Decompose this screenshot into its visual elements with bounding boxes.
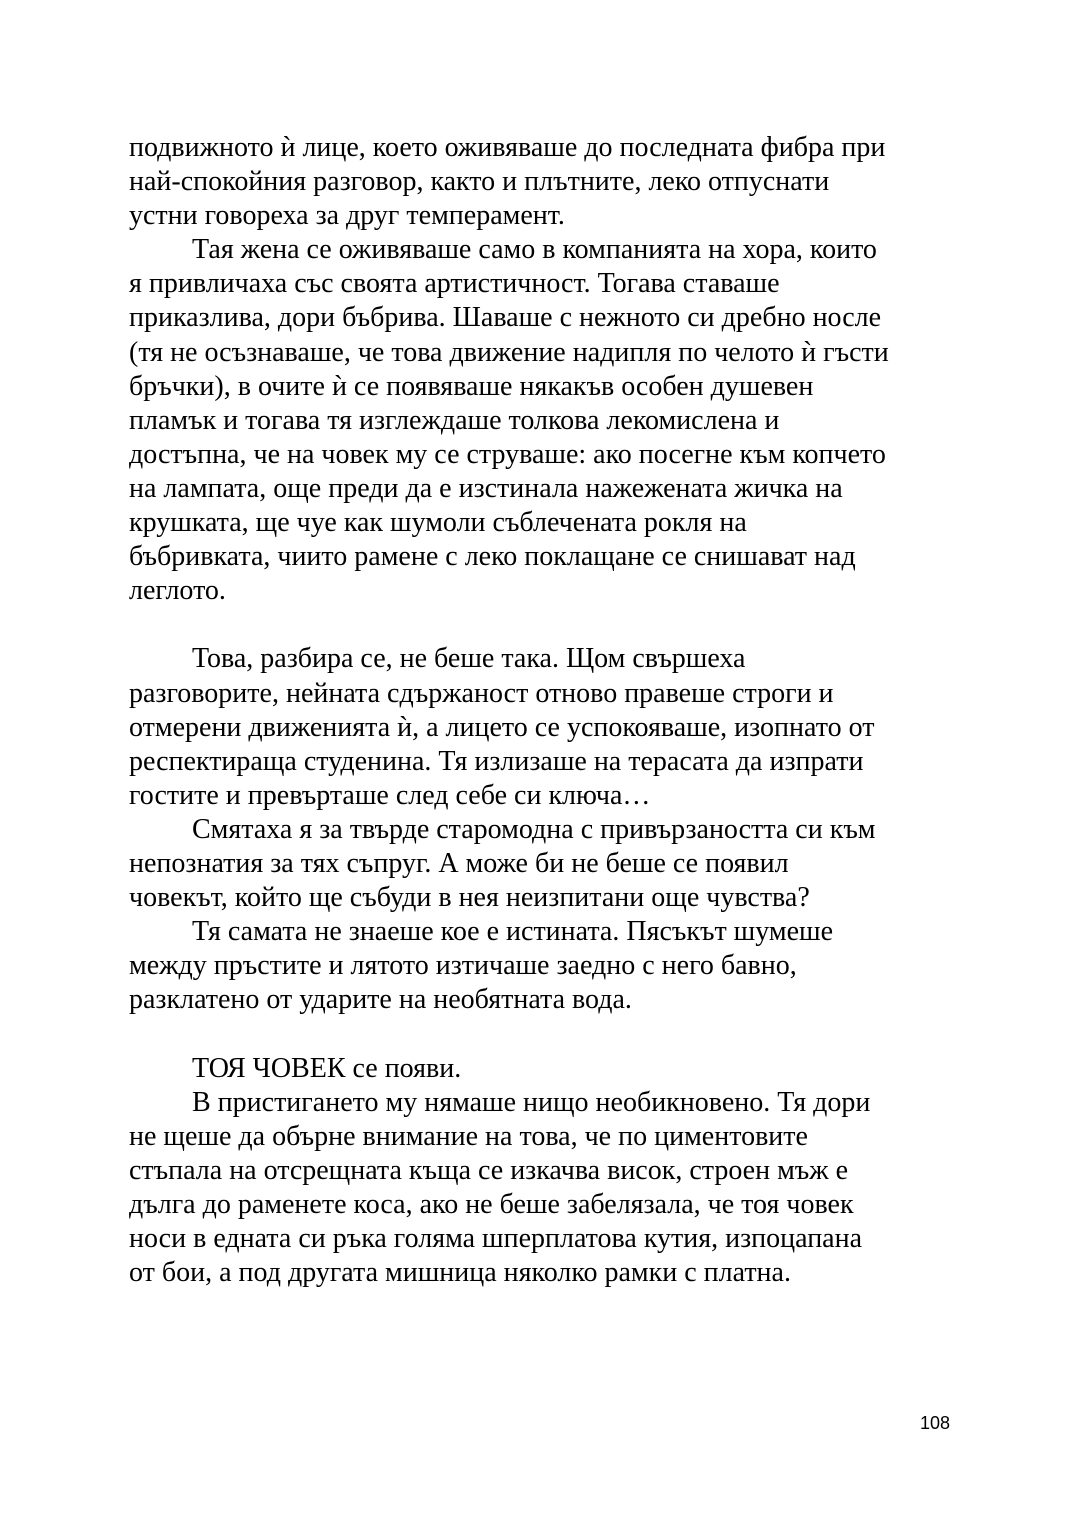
text-line: ТОЯ ЧОВЕК се появи. [192, 1052, 462, 1084]
text-line: носи в едната си ръка голяма шперплатова кутия, изпоцапана [129, 1223, 863, 1254]
paragraph-spacer [129, 1017, 959, 1051]
text-line: дълга до раменете коса, ако не беше забелязала, че тоя човек [129, 1188, 854, 1220]
text-line: не щеше да обърне внимание на това, че по циментовите [129, 1120, 808, 1152]
text-line: я привличаха със своята артистичност. Тогава ставаше [129, 268, 780, 300]
text-line: бръчки), в очите ѝ се появяваше някакъв особен душевен [129, 370, 814, 402]
text-line: между пръстите и лятото изтичаше заедно с него бавно, [129, 950, 797, 982]
text-line: В пристигането му нямаше нищо необикновено. Тя дори [192, 1086, 871, 1118]
text-line: от бои, а под другата мишница няколко рамки с платна. [129, 1257, 791, 1289]
text-line: Тя самата не знаеше кое е истината. Пясъкът шумеше [192, 916, 834, 948]
text-line: най-спокойния разговор, както и плътните, леко отпуснати [129, 166, 830, 198]
paragraph-1 [129, 131, 959, 233]
text-line: стъпала на отсрещната къща се изкачва висок, строен мъж е [129, 1154, 849, 1186]
text-line: човекът, който ще събуди в нея неизпитани още чувства? [129, 882, 810, 914]
paragraph-7 [129, 1086, 959, 1291]
paragraph-2 [129, 233, 959, 608]
text-line: леглото. [129, 575, 226, 607]
text-line: бъбривката, чиито рамене с леко поклащане се снишават над [129, 541, 856, 573]
text-line: пламък и тогава тя изглеждаше толкова лекомислена и [129, 404, 780, 436]
page-number: 108 [920, 1413, 951, 1433]
text-line: разговорите, нейната сдържаност отново правеше строги и [129, 677, 834, 709]
text-line: приказлива, дори бъбрива. Шаваше с нежното си дребно носле [129, 302, 882, 334]
text-line: достъпна, че на човек му се струваше: ако посегне към копчето [129, 438, 886, 470]
text-line: на лампата, още преди да е изстинала нажежената жичка на [129, 472, 843, 504]
text-line: подвижното ѝ лице, което оживяваше до последната фибра при [129, 132, 886, 163]
text-line: гостите и превърташе след себе си ключа… [129, 779, 651, 811]
text-line: (тя не осъзнаваше, че това движение надипля по челото ѝ гъсти [129, 336, 889, 368]
page-body-text [129, 131, 959, 1290]
paragraph-spacer [129, 608, 959, 642]
text-line: Тая жена се оживяваше само в компанията на хора, които [192, 234, 877, 266]
text-line: устни говореха за друг темперамент. [129, 200, 565, 232]
text-line: разклатено от ударите на необятната вода. [129, 984, 632, 1016]
text-line: отмерени движенията ѝ, а лицето се успокояваше, изопнато от [129, 711, 875, 743]
text-line: Това, разбира се, не беше така. Щом свършеха [192, 643, 746, 675]
text-line: респектираща студенина. Тя излизаше на терасата да изпрати [129, 745, 864, 777]
paragraph-4 [129, 813, 959, 915]
text-line: крушката, ще чуе как шумоли съблечената рокля на [129, 507, 747, 539]
paragraph-6 [129, 1052, 959, 1086]
paragraph-3 [129, 642, 959, 812]
text-line: Смятаха я за твърде старомодна с привързаността си към [192, 813, 876, 845]
paragraph-5 [129, 915, 959, 1017]
text-line: непознатия за тях съпруг. А може би не беше се появил [129, 847, 789, 879]
